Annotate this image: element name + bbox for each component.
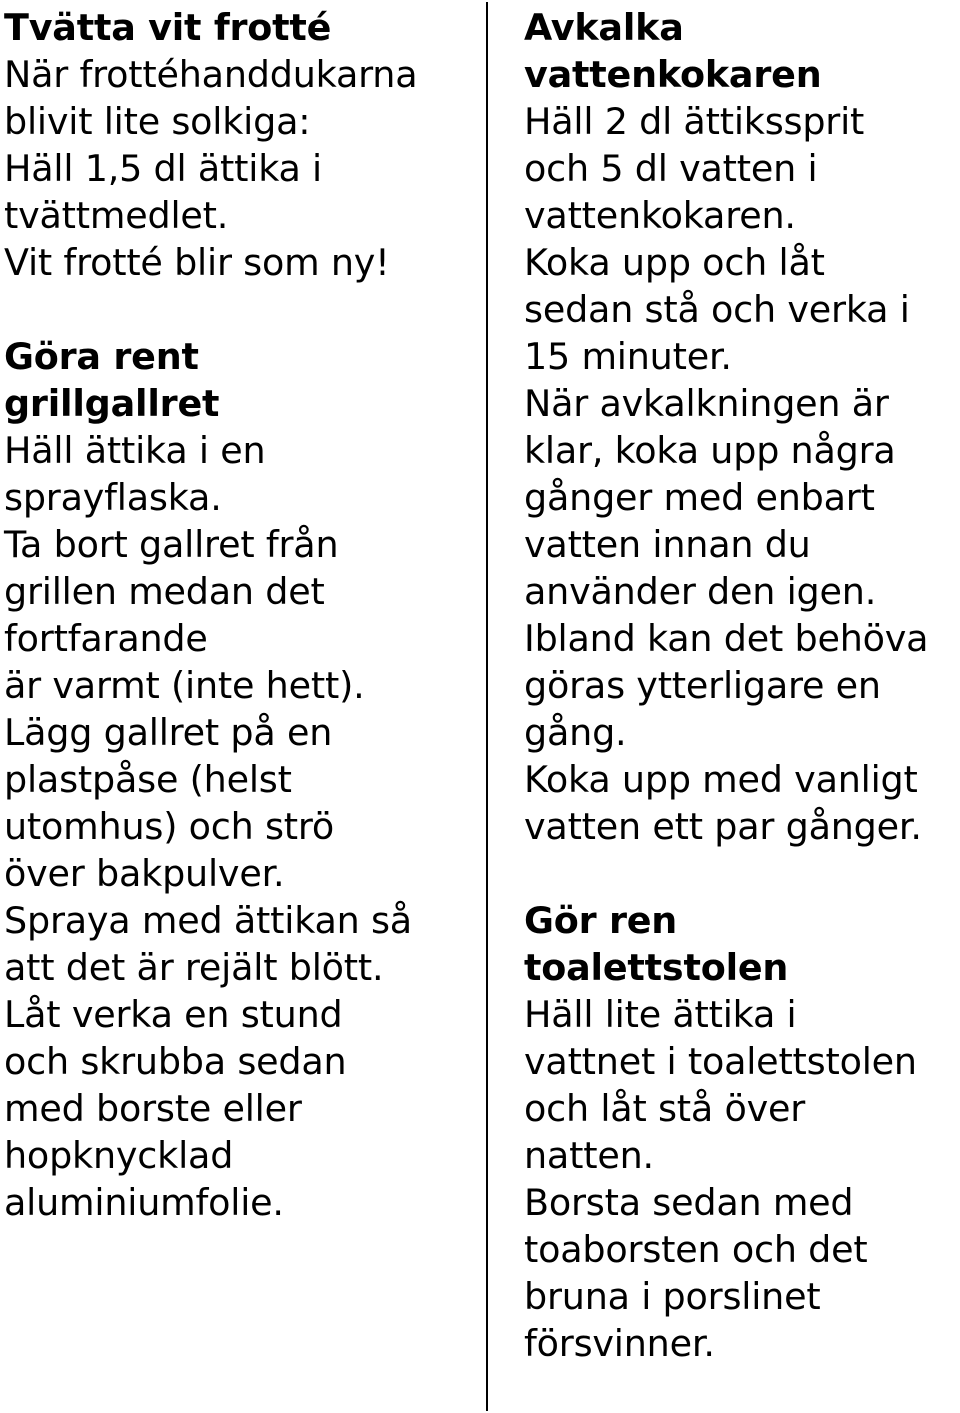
body-line: Häll 2 dl ättikssprit bbox=[524, 100, 865, 143]
body-line: Koka upp och låt bbox=[524, 241, 825, 284]
body-line: Ta bort gallret från bbox=[4, 523, 339, 566]
body-line: Koka upp med vanligt bbox=[524, 758, 918, 801]
body-line: När avkalkningen är bbox=[524, 382, 889, 425]
body-line: och skrubba sedan bbox=[4, 1040, 347, 1083]
section-tvatta-vit-frotte bbox=[4, 4, 480, 286]
body-line: Vit frotté blir som ny! bbox=[4, 241, 390, 284]
body-line: gånger med enbart bbox=[524, 476, 875, 519]
section-gor-ren-toalettstolen bbox=[524, 897, 960, 1367]
body-line: fortfarande bbox=[4, 617, 208, 660]
body-line: När frottéhanddukarna bbox=[4, 53, 418, 96]
body-line: grillen medan det bbox=[4, 570, 325, 613]
body-line: sedan stå och verka i bbox=[524, 288, 910, 331]
body-line: bruna i porslinet bbox=[524, 1275, 821, 1318]
body-line: att det är rejält blött. bbox=[4, 946, 384, 989]
section-gora-rent-grillgallret bbox=[4, 333, 480, 1226]
body-line: över bakpulver. bbox=[4, 852, 285, 895]
section-heading: Avkalka bbox=[524, 6, 684, 49]
body-line: natten. bbox=[524, 1134, 654, 1177]
section-spacer bbox=[4, 286, 480, 333]
section-heading: toalettstolen bbox=[524, 946, 789, 989]
body-line: vatten innan du bbox=[524, 523, 811, 566]
body-line: med borste eller bbox=[4, 1087, 302, 1130]
section-spacer bbox=[524, 850, 960, 897]
section-heading: Tvätta vit frotté bbox=[4, 6, 332, 49]
body-line: blivit lite solkiga: bbox=[4, 100, 311, 143]
body-line: Lägg gallret på en bbox=[4, 711, 333, 754]
body-line: vatten ett par gånger. bbox=[524, 805, 922, 848]
body-line: hopknycklad bbox=[4, 1134, 234, 1177]
body-line: plastpåse (helst bbox=[4, 758, 292, 801]
body-line: klar, koka upp några bbox=[524, 429, 896, 472]
body-line: gång. bbox=[524, 711, 627, 754]
body-line: tvättmedlet. bbox=[4, 194, 229, 237]
section-heading: Göra rent bbox=[4, 335, 199, 378]
body-line: aluminiumfolie. bbox=[4, 1181, 284, 1224]
body-line: Låt verka en stund bbox=[4, 993, 343, 1036]
body-line: och 5 dl vatten i bbox=[524, 147, 818, 190]
body-line: Häll ättika i en bbox=[4, 429, 266, 472]
body-line: Ibland kan det behöva bbox=[524, 617, 929, 660]
body-line: och låt stå över bbox=[524, 1087, 806, 1130]
body-line: sprayflaska. bbox=[4, 476, 222, 519]
body-line: använder den igen. bbox=[524, 570, 877, 613]
section-avkalka-vattenkokaren bbox=[524, 4, 960, 850]
body-line: vattenkokaren. bbox=[524, 194, 796, 237]
body-line: 15 minuter. bbox=[524, 335, 732, 378]
body-line: göras ytterligare en bbox=[524, 664, 881, 707]
right-column bbox=[524, 4, 960, 1367]
body-line: Spraya med ättikan så bbox=[4, 899, 412, 942]
body-line: vattnet i toalettstolen bbox=[524, 1040, 917, 1083]
body-line: försvinner. bbox=[524, 1322, 715, 1365]
column-divider bbox=[486, 2, 488, 1411]
section-heading: Gör ren bbox=[524, 899, 678, 942]
section-heading: grillgallret bbox=[4, 382, 220, 425]
body-line: toaborsten och det bbox=[524, 1228, 868, 1271]
body-line: Borsta sedan med bbox=[524, 1181, 854, 1224]
section-heading: vattenkokaren bbox=[524, 53, 822, 96]
body-line: utomhus) och strö bbox=[4, 805, 335, 848]
body-line: Häll 1,5 dl ättika i bbox=[4, 147, 322, 190]
left-column bbox=[4, 4, 480, 1226]
body-line: Häll lite ättika i bbox=[524, 993, 797, 1036]
body-line: är varmt (inte hett). bbox=[4, 664, 365, 707]
